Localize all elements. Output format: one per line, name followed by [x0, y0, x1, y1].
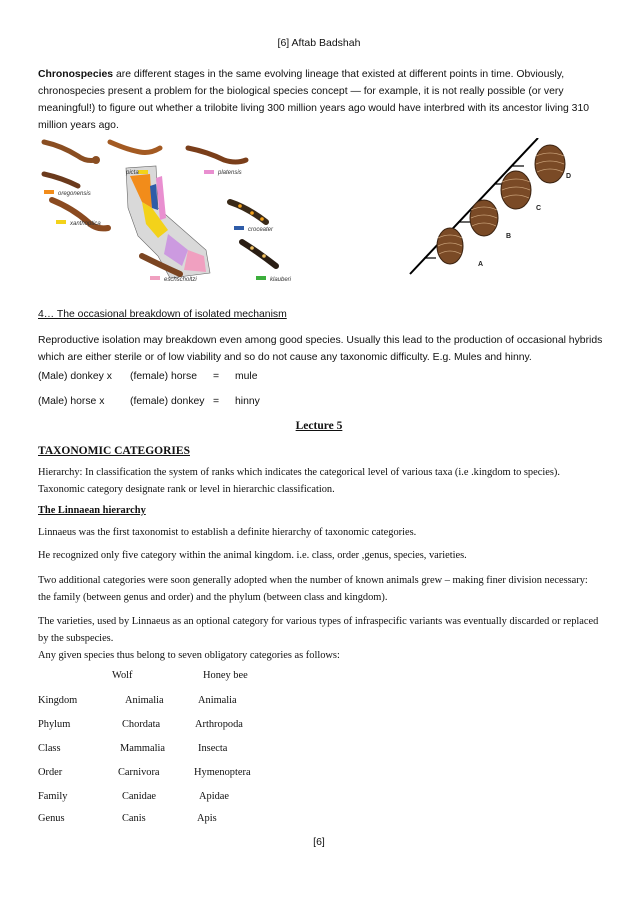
bee-cell: Arthropoda: [195, 719, 243, 730]
wolf-cell: Carnivora: [118, 767, 160, 778]
taxonomic-heading: TAXONOMIC CATEGORIES: [38, 445, 190, 457]
trilobite-label-d: D: [566, 173, 572, 180]
cross-male-horse: (Male) horse x: [38, 396, 105, 407]
linnaean-p5: Any given species thus belong to seven obligatory categories as follows:: [38, 650, 340, 661]
bee-cell: Hymenoptera: [194, 767, 251, 778]
linnaean-p4: The varieties, used by Linnaeus as an optional category for various types of infraspecific variants was eventually discarded or replaced by the subspecies.: [38, 616, 599, 644]
bee-cell: Apis: [197, 813, 217, 824]
salamander-croceater: [230, 202, 266, 222]
rank-cell: Kingdom: [38, 695, 78, 706]
wolf-cell: Canidae: [122, 791, 157, 802]
label-eschscholtzi: eschscholtzi: [164, 277, 197, 283]
cross-male-donkey: (Male) donkey x: [38, 371, 112, 382]
header-honey-bee: Honey bee: [203, 670, 248, 681]
chronospecies-paragraph: [38, 66, 603, 134]
bee-cell: Animalia: [198, 695, 237, 706]
salamander-picta: [44, 142, 100, 164]
label-klauberi: klauberi: [270, 277, 292, 283]
label-platensis: platensis: [218, 170, 242, 176]
trilobite-d: [535, 145, 565, 183]
trilobite-lineage-illustration: [410, 138, 571, 274]
taxonomic-paragraph: Hierarchy: In classification the system of ranks which indicates the categorical level of various taxa (i.e .kingdom to species). Taxonomic category designate rank or level in hierarchic classification.: [38, 467, 560, 495]
rank-cell: Phylum: [38, 719, 71, 730]
trilobite-label-c: C: [536, 205, 542, 212]
cross-female-donkey: (female) donkey: [130, 396, 205, 407]
cross-female-horse: (female) horse: [130, 371, 197, 382]
trilobite-c: [501, 171, 531, 209]
bee-cell: Insecta: [198, 743, 228, 754]
label-xanthoptica: xanthoptica: [70, 221, 101, 227]
salamander-platensis: [110, 142, 160, 153]
linnaean-heading: The Linnaean hierarchy: [38, 505, 146, 516]
rank-cell: Order: [38, 767, 63, 778]
page-footer: [6]: [313, 836, 325, 848]
salamander-oregonensis: [44, 174, 78, 186]
chronospecies-text: are different stages in the same evolving lineage that existed at different points in time. Obviously, chronospecies present a problem for the biological species concept — for example, it is not really possible (or very meaningful!) to figure out whether a trilobite living 300 million years ago would have interbred with its ancestor living 310 million years ago.: [38, 69, 590, 131]
label-oregonensis: oregonensis: [58, 191, 91, 197]
bee-cell: Apidae: [199, 791, 230, 802]
cross-equals-2: =: [213, 396, 220, 407]
rank-cell: Class: [38, 743, 61, 754]
wolf-cell: Chordata: [122, 719, 161, 730]
wolf-cell: Animalia: [125, 695, 164, 706]
linnaean-p1: Linnaeus was the first taxonomist to establish a definite hierarchy of taxonomic categories.: [38, 527, 417, 538]
cross-result-hinny: hinny: [235, 396, 260, 407]
trilobite-label-b: B: [506, 233, 512, 240]
rank-cell: Family: [38, 791, 68, 802]
wolf-cell: Mammalia: [120, 743, 166, 754]
linnaean-p2: He recognized only five category within the animal kingdom. i.e. class, order ,genus, species, varieties.: [38, 550, 467, 561]
salamander-map-illustration: [44, 142, 292, 283]
header-wolf: Wolf: [112, 670, 133, 681]
label-croceater: croceater: [248, 227, 274, 233]
label-picta: picta: [126, 170, 139, 176]
section4-paragraph: Reproductive isolation may breakdown even among good species. Usually this lead to the production of occasional hybrids which are either sterile or of low viability and so do not cause any taxonomic difficulty. E.g. Mules and hinny.: [38, 335, 603, 363]
wolf-cell: Canis: [122, 813, 146, 824]
linnaean-p3: Two additional categories were soon generally adopted when the number of known animals grew – making finer division necessary: the family (between genus and order) and the phylum (between class and kingdom).: [38, 575, 588, 603]
salamander-platensis-2: [188, 148, 246, 162]
trilobite-a: [437, 228, 463, 264]
chronospecies-term: Chronospecies: [38, 69, 114, 80]
section4-heading: 4… The occasional breakdown of isolated mechanism: [38, 309, 287, 320]
cross-result-mule: mule: [235, 371, 258, 382]
trilobite-label-a: A: [478, 261, 484, 268]
evolution-figure: [38, 138, 598, 290]
page-header: [6] Aftab Badshah: [277, 37, 361, 49]
rank-cell: Genus: [38, 813, 65, 824]
cross-equals: =: [213, 371, 220, 382]
salamander-klauberi: [242, 242, 276, 266]
trilobite-b: [470, 200, 498, 236]
lecture-title: Lecture 5: [295, 420, 343, 432]
